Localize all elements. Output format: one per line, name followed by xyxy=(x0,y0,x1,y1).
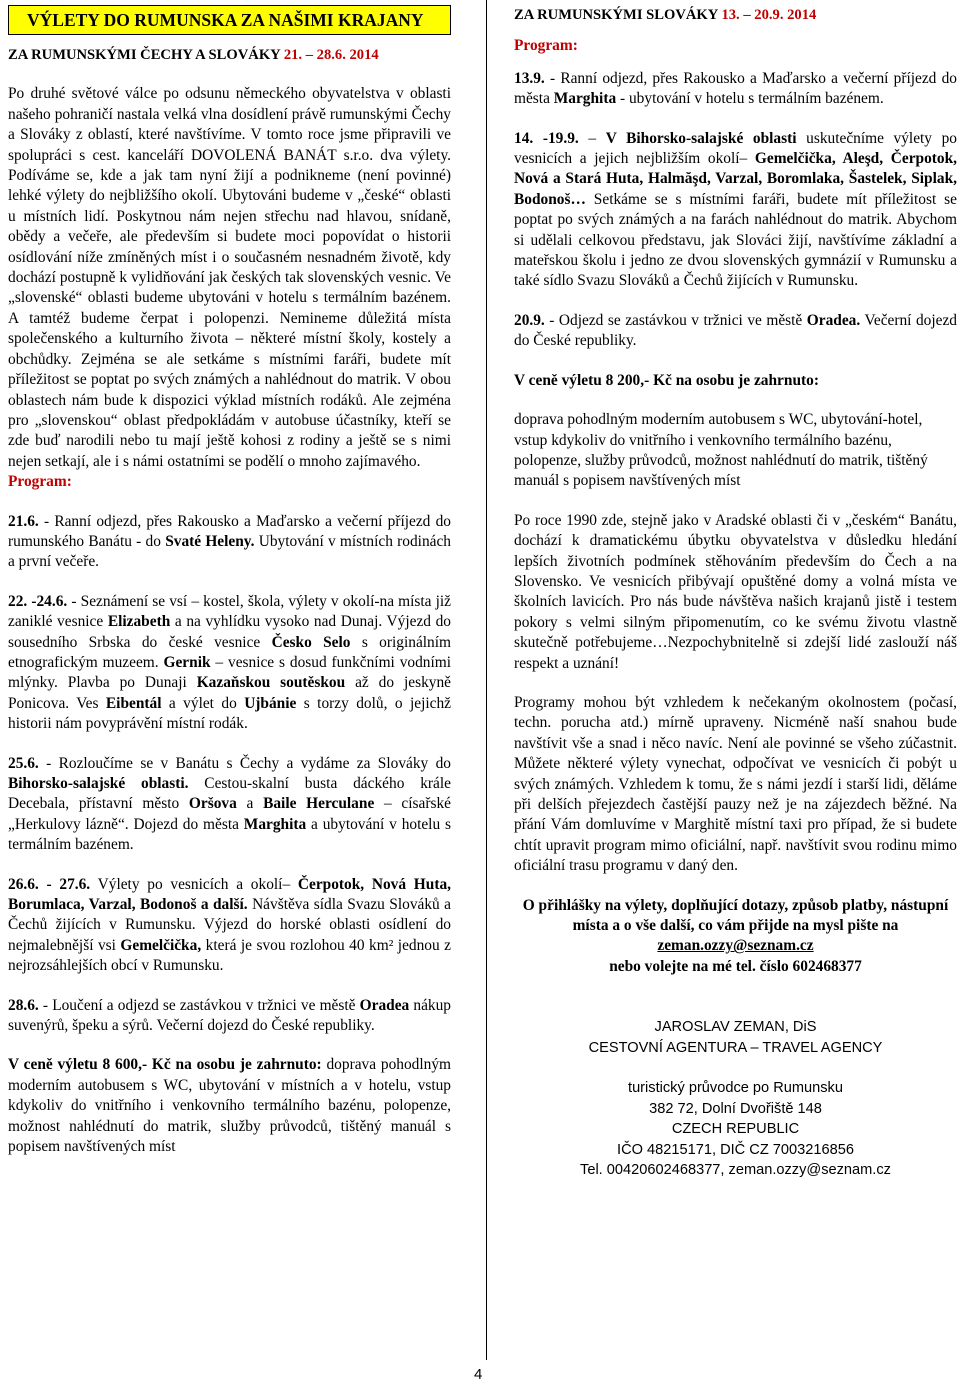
contact-ids: IČO 48215171, DIČ CZ 7003216856 xyxy=(617,1141,854,1158)
title-banner: VÝLETY DO RUMUNSKA ZA NAŠIMI KRAJANY xyxy=(8,5,451,35)
page-number: 4 xyxy=(474,1366,483,1383)
left-column xyxy=(8,0,451,1158)
day-item: 13.9. - Ranní odjezd, přes Rakousko a Maďarsko a večerní příjezd do města Marghita - ubytování v hotelu s termálním bazénem. xyxy=(514,69,957,108)
info-paragraph: Po roce 1990 zde, stejně jako v Aradské oblasti či v „českém“ Banátu, dochází k dramatickému úbytku obyvatelstva v důsledku hledání lepších životních podmínek stěhováním především do Čech a na Slovensko. Ve vesnicích přibývají opuštěné domy a volná místa ve školních lavicích. Pro nás bude návštěva našich krajanů jistě i testem pokory s velmi silným připomenutím, co ke svému životu vlastně skutečně potřebujeme…Nezpochybnitelně si zdejší lidé zaslouží náš respekt a uznání! xyxy=(514,511,957,672)
contact-role: turistický průvodce po Rumunsku xyxy=(628,1080,843,1097)
contact-phone: Tel. 00420602468377, zeman.ozzy@seznam.cz xyxy=(580,1162,891,1179)
column-divider xyxy=(486,0,487,1360)
contact-address: 382 72, Dolní Dvořiště 148 xyxy=(649,1100,822,1117)
day-item: 26.6. - 27.6. Výlety po vesnicích a okolí– Čerpotok, Nová Huta, Borumlaca, Varzal, Bodonoš a další. Návštěva sídla Svazu Slováků a Čechů žijících v Rumunsku. Výjezd do horské oblasti osídlení do nejmalebnější vsi Gemelčička, která je svou rozlohou 40 km² jednou z nejrozsáhlejších obcí v Rumunsku. xyxy=(8,875,452,975)
program-label: Program: xyxy=(514,37,578,55)
info-paragraph: Programy mohou být vzhledem k nečekaným okolnostem (počasí, techn. porucha atd.) mírně upraveny. Nicméně naší snahou bude navštívit vše a snad i něco navíc. Není ale povinné se všeho zúčastnit. Můžete některé výlety vynechat, odpočívat ve vesnicích či pobýt u svých známých. Vzhledem k tomu, že s námi jezdí i starší lidi, děláme při delších přejezdech častější pauzy než je na zájezdech běžné. Na přání Vám domluvíme v Marghitě místní taxi pro případ, že si budete chtít upravit program mimo oficiální, např. navštívit svou rodinu mimo oficiální trasu programu v daný den. xyxy=(514,693,957,875)
day-item: 25.6. - Rozloučíme se v Banátu s Čechy a vydáme za Slováky do Bihorsko-salajské oblasti. Cestou-skalní busta dáckého krále Decebala, přístavní město Oršova a Baile Herculane – císařské „Herkulovy lázně“. Dojezd do města Marghita a ubytování v hotelu s termálním bazénem. xyxy=(8,754,451,854)
contact-name: JAROSLAV ZEMAN, DiS xyxy=(654,1019,817,1036)
price-text: doprava pohodlným moderním autobusem s WC, ubytování-hotel, vstup kdykoliv do vnitřního i venkovního termálního bazénu, polopenze, služby průvodců, možnost nahlédnutí do matrik, tištěný manuál s popisem navštívených míst xyxy=(514,411,928,490)
right-column xyxy=(514,0,957,1181)
email-link[interactable]: zeman.ozzy@seznam.cz xyxy=(657,937,814,955)
price-label: V ceně výletu 8 200,- Kč na osobu je zahrnuto: xyxy=(514,371,819,389)
day-item: 22. -24.6. - Seznámení se vsí – kostel, škola, výlety v okolí-na místa již zaniklé vesnice Elizabeth a na vyhlídku vysoko nad Dunaj. Výjezd do sousedního Srbska do české vesnice Česko Selo s originálním etnografickým muzeem. Gernik – vesnice s dosud funkčními vodními mlýnky. Plavba po Dunaji Kazaňskou soutěskou až do jeskyně Ponicova. Ves Eibentál a výlet do Ujbánie s torzy dolů, o jejichž historii nám povyprávění místní rodák. xyxy=(8,592,451,733)
contact-agency: CESTOVNÍ AGENTURA – TRAVEL AGENCY xyxy=(588,1039,883,1056)
call-to-action: O přihlášky na výlety, doplňující dotazy, způsob platby, nástupní místa a o vše další, co vám přijde na mysl pište na zeman.ozzy@seznam.cz nebo volejte na mé tel. číslo 602468377 xyxy=(522,896,949,975)
intro-paragraph: Po druhé světové válce po odsunu německého obyvatelstva v oblasti našeho pohraničí nastala velká vlna dosídlení právě rumunskými Čechy a Slováky z oblastí, které navštívíme. V tomto roce jsme připravili ve spolupráci s cest. kanceláří DOVOLENÁ BANÁT s.r.o. dva výlety. Podíváme se, kde a jak tam nyní žijí a podnikneme (není povinné) lehké výlety do nejbližšího okolí. Ubytováni budeme v „české“ oblasti u místních lidí. Poskytnou nám nejen střechu nad hlavou, snídaně, obědy a večeře, ale především si budete moci popovídat o historii osídlování níže zmíněných míst i o současném nesnadném životě, kdy dochází postupně k vylidňování jak českých tak slovenských vesnic. Ve „slovenské“ oblasti budeme ubytováni v hotelu s termálním bazénem. A tamtéž budeme čerpat i polopenzi. Nemineme důležitá místa společenského a kulturního života – některé místní školy, kostely a obchůdky. Zejména se ale setkáme s místními faráři, budete mít příležitost se poptat po svých známých a nahlédnout do matrik. V obou oblastech nám bude k dispozici výklad místních rodáků. Ale zejména pro „slovenskou“ oblast předpokládám v autobuse účastníky, kteří se zde buď narodili nebo tu mají ještě kohosi z rodiny a ještě se s nimi nejen setkají, ale i s námi ostatními se podělí o mnoho zajímavého. xyxy=(8,85,451,470)
day-item: 20.9. - Odjezd se zastávkou v tržnici ve městě Oradea. Večerní dojezd do České republiky. xyxy=(514,311,957,350)
contact-country: CZECH REPUBLIC xyxy=(671,1121,800,1138)
day-item: 21.6. - Ranní odjezd, přes Rakousko a Maďarsko a večerní příjezd do rumunského Banátu - do Svaté Heleny. Ubytování v místních rodinách a první večeře. xyxy=(8,512,451,571)
day-item: 28.6. - Loučení a odjezd se zastávkou v tržnici ve městě Oradea nákup suvenýrů, špeku a sýrů. Večerní dojezd do České republiky. xyxy=(8,996,451,1035)
price-paragraph: V ceně výletu 8 600,- Kč na osobu je zahrnuto: doprava pohodlným moderním autobusem s WC, ubytování v místních a v hotelu, vstup kdykoliv do vnitřního i venkovního termálního bazénu, polopenze, možnost nahlédnutí do matrik, služby průvodců, tištěný manuál s popisem navštívených míst xyxy=(8,1056,451,1156)
program-label: Program: xyxy=(8,473,72,491)
subtitle-slovak: ZA RUMUNSKÝMI SLOVÁKY 13. – 20.9. 2014 xyxy=(514,7,817,23)
day-item: 14. -19.9. – V Bihorsko-salajské oblasti uskutečníme výlety po vesnicích a jejich nejbližším okolí– Gemelčička, Aleşd, Čerpotok, Nová a Stará Huta, Halmăşd, Varzal, Boromlaka, Šastelek, Siplak, Bodonoš… Setkáme se s místními faráři, budete mít příležitost se poptat po svých známých a na farách nahlédnout do matrik. Abychom si udělali celkovou představu, jak Slováci žijí, navštívíme základní a mateřskou školu i jedno ze dvou slovenských gymnázií v Rumunsku a také sídlo Svazu Slováků a Čechů žijících v Rumunsku. xyxy=(514,129,958,290)
subtitle-czech-slovak: ZA RUMUNSKÝMI ČECHY A SLOVÁKY 21. – 28.6. 2014 xyxy=(8,47,379,63)
contact-block xyxy=(514,1017,957,1181)
